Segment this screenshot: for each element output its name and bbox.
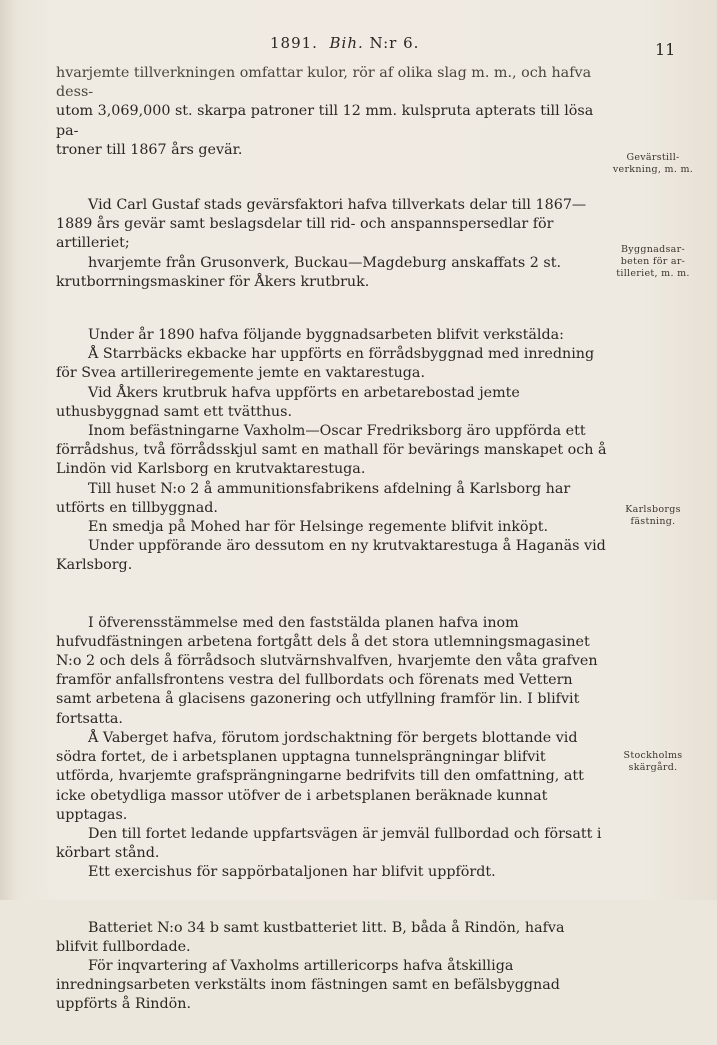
section-stockholms-skargard [56, 919, 608, 1015]
paragraph: Batteriet N:o 34 b samt kustbatteriet litt. B, båda å Rindön, hafva blifvit fullbordade. [56, 919, 565, 955]
paragraph: Under år 1890 hafva följande byggnadsarbeten blifvit verkstälda: [88, 327, 564, 344]
header-number: N:r 6. [369, 34, 420, 52]
paragraph: Under uppförande äro dessutom en ny krutvaktarestuga å Haganäs vid Karlsborg. [56, 538, 606, 574]
text-line: troner till 1867 års gevär. [56, 141, 243, 158]
section-karlsborg [56, 614, 608, 883]
running-header [270, 34, 419, 52]
margin-note-karlsborg: Karlsborgs fästning. [625, 504, 681, 527]
section-gevarstillverkning [56, 196, 608, 292]
paragraph: En smedja på Mohed har för Helsinge regemente blifvit inköpt. [88, 519, 549, 536]
text-line: hvarjemte tillverkningen omfattar kulor, rör af olika slag m. m., och hafva dess- [56, 65, 592, 101]
paragraph: Den till fortet ledande uppfartsvägen är jemväl fullbordad och försatt i körbart stånd. [56, 825, 602, 862]
section-continuation [56, 64, 608, 160]
section-byggnadsarbeten [56, 326, 608, 576]
paragraph: hvarjemte från Grusonverk, Buckau—Magdeburg anskaffats 2 st. krutborrningsmaskiner för Åkers krutbruk. [56, 254, 562, 290]
page-number: 11 [655, 40, 676, 59]
paragraph: Vid Carl Gustaf stads gevärsfaktori hafva tillverkats delar till 1867—1889 års gevär samt beslagsdelar till rid- och anspannspersedlar för artilleriet; [56, 197, 587, 252]
paragraph: Vid Åkers krutbruk hafva uppförts en arbetarebostad jemte uthusbyggnad samt ett tvätthus. [56, 384, 520, 420]
header-year: 1891. [270, 34, 318, 52]
margin-note-byggnadsarbeten: Byggnadsar-beten för ar-tilleriet, m. m. [616, 244, 690, 279]
paragraph: Till huset N:o 2 å ammunitionsfabrikens afdelning å Karlsborg har utförts en tillbyggnad. [56, 480, 571, 516]
page-body [56, 64, 608, 1045]
paragraph: I öfverensstämmelse med den faststälda planen hafva inom hufvudfästningen arbetena fortgått dels å det stora utlemningsmagasinet N:o 2 och dels å förrådsoch slutvärnshvalfven, hvarjemte den våta grafven framför anfallsfrontens vestra del fullbordats och förenats med Vettern samt arbetena å glacisens gazonering och utfyllning framför lin. I blifvit fortsatta. [56, 614, 598, 727]
paragraph: Å Starrbäcks ekbacke har uppförts en förrådsbyggnad med inredning för Svea artilleriregemente jemte en vaktarestuga. [56, 346, 595, 382]
margin-note-gevarstillverkning: Gevärstill-verkning, m. m. [612, 152, 694, 175]
paragraph: Ett exercishus för sappörbataljonen har blifvit uppfördt. [88, 864, 496, 881]
text-line: utom 3,069,000 st. skarpa patroner till 12 mm. kulspruta apterats till lösa pa- [56, 103, 594, 139]
header-bih: Bih. [329, 34, 364, 52]
paragraph: Å Vaberget hafva, förutom jordschaktning för bergets blottande vid södra fortet, de i arbetsplanen upptagna tunnelsprängningar blifvit utförda, hvarjemte grafsprängningarne bedrifvits till den omfattning, att icke obetydliga massor utöfver de i arbetsplanen beräknade kunnat upptagas. [56, 729, 584, 823]
margin-note-stockholm: Stockholms skärgård. [623, 750, 683, 773]
paragraph: För inqvartering af Vaxholms artillericorps hafva åtskilliga inredningsarbeten verkstälts inom fästningen samt en befälsbyggnad uppförts å Rindön. [56, 957, 560, 1013]
paragraph: Inom befästningarne Vaxholm—Oscar Fredriksborg äro uppförda ett förrådshus, två förrådsskjul samt en mathall för bevärings manskapet och å Lindön vid Karlsborg en krutvaktarestuga. [56, 423, 607, 478]
